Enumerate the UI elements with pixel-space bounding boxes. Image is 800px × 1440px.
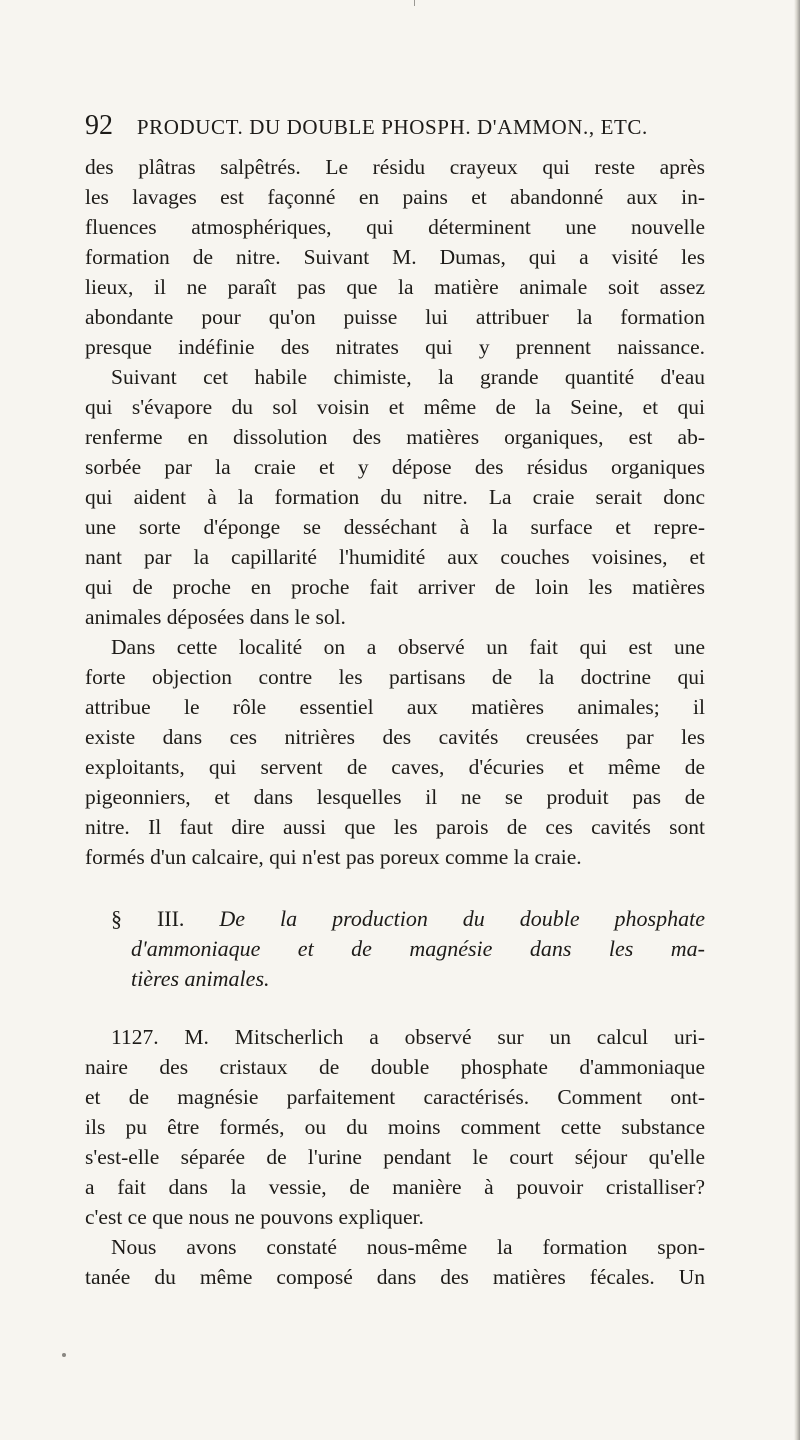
text-line: forte objection contre les partisans de la doctrine qui xyxy=(85,665,705,689)
text-line: nant par la capillarité l'humidité aux couches voisines, et xyxy=(85,545,705,569)
text-line: abondante pour qu'on puisse lui attribuer la formation xyxy=(85,305,705,329)
ink-speck xyxy=(62,1353,66,1357)
spacer xyxy=(85,992,705,1022)
text-line: a fait dans la vessie, de manière à pouvoir cristalliser? xyxy=(85,1175,705,1199)
text-line: qui de proche en proche fait arriver de loin les matières xyxy=(85,575,705,599)
text-line: une sorte d'éponge se desséchant à la surface et repre- xyxy=(85,515,705,539)
text-line: attribue le rôle essentiel aux matières animales; il xyxy=(85,695,705,719)
section-heading xyxy=(85,902,705,992)
text-line: sorbée par la craie et y dépose des résidus organiques xyxy=(85,455,705,479)
section-heading-line xyxy=(85,902,705,932)
text-line: et de magnésie parfaitement caractérisés. Comment ont- xyxy=(85,1085,705,1109)
paragraph-1 xyxy=(85,152,705,632)
page-edge xyxy=(794,0,800,1440)
paragraph-4 xyxy=(85,1232,705,1292)
text-line: fluences atmosphériques, qui déterminent une nouvelle xyxy=(85,215,705,239)
text-line: s'est-elle séparée de l'urine pendant le court séjour qu'elle xyxy=(85,1145,705,1169)
text-line: qui s'évapore du sol voisin et même de la Seine, et qui xyxy=(85,395,705,419)
text-line: presque indéfinie des nitrates qui y prennent naissance. xyxy=(85,335,705,359)
text-line: lieux, il ne paraît pas que la matière animale soit assez xyxy=(85,275,705,299)
text-line: les lavages est façonné en pains et abandonné aux in- xyxy=(85,185,705,209)
page-number: 92 xyxy=(85,110,113,141)
section-title-part: d'ammoniaque et de magnésie dans les ma- xyxy=(131,936,705,961)
text-line: animales déposées dans le sol. xyxy=(85,605,346,629)
text-line: Dans cette localité on a observé un fait qui est une xyxy=(111,635,705,659)
text-line: formés d'un calcaire, qui n'est pas poreux comme la craie. xyxy=(85,845,582,869)
section-number: § III. xyxy=(111,906,185,931)
paragraph-3 xyxy=(85,1022,705,1232)
running-head-title: PRODUCT. DU DOUBLE PHOSPH. D'AMMON., ETC. xyxy=(136,115,648,139)
text-line: pigeonniers, et dans lesquelles il ne se produit pas de xyxy=(85,785,705,809)
text-line: qui aident à la formation du nitre. La craie serait donc xyxy=(85,485,705,509)
text-line: nitre. Il faut dire aussi que les parois de ces cavités sont xyxy=(85,815,705,839)
text-line: tanée du même composé dans des matières fécales. Un xyxy=(85,1265,705,1289)
page-top-mark xyxy=(414,0,415,6)
text-line: exploitants, qui servent de caves, d'écuries et même de xyxy=(85,755,705,779)
running-head xyxy=(85,110,705,146)
text-line: Suivant cet habile chimiste, la grande quantité d'eau xyxy=(111,365,705,389)
text-line: formation de nitre. Suivant M. Dumas, qui a visité les xyxy=(85,245,705,269)
body-text xyxy=(85,152,705,1292)
text-line: renferme en dissolution des matières organiques, est ab- xyxy=(85,425,705,449)
section-title-part: De la production du double phosphate xyxy=(219,906,705,931)
text-line: 1127. M. Mitscherlich a observé sur un calcul uri- xyxy=(111,1025,705,1049)
paragraph-2 xyxy=(85,632,705,872)
text-line: Nous avons constaté nous-même la formation spon- xyxy=(111,1235,705,1259)
text-line: des plâtras salpêtrés. Le résidu crayeux qui reste après xyxy=(85,155,705,179)
text-line: naire des cristaux de double phosphate d'ammoniaque xyxy=(85,1055,705,1079)
text-line: ils pu être formés, ou du moins comment cette substance xyxy=(85,1115,705,1139)
text-line: existe dans ces nitrières des cavités creusées par les xyxy=(85,725,705,749)
section-title-part: tières animales. xyxy=(131,966,270,991)
text-line: c'est ce que nous ne pouvons expliquer. xyxy=(85,1205,424,1229)
